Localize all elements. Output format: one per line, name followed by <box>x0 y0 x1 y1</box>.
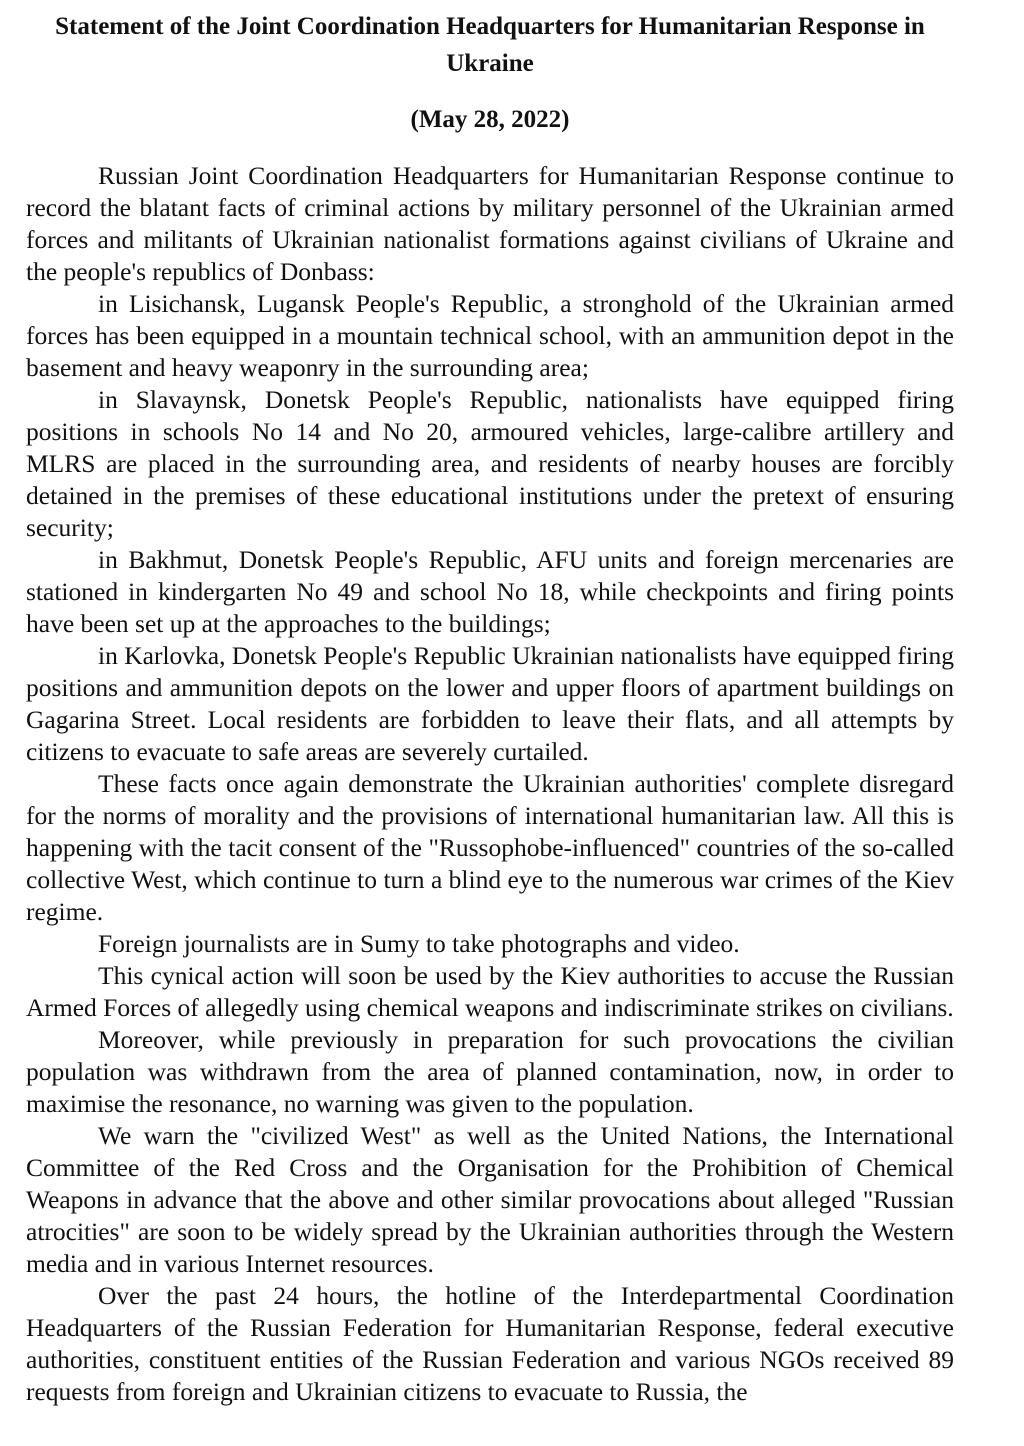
body-paragraph: Moreover, while previously in preparation for such provocations the civilian population was withdrawn from the area of planned contamination, now, in order to maximise the resonance, no warning was given to the population. <box>26 1025 954 1118</box>
body-paragraph: Russian Joint Coordination Headquarters for Humanitarian Response continue to record the blatant facts of criminal actions by military personnel of the Ukrainian armed forces and militants of Ukrainian nationalist formations against civilians of Ukraine and the people's republics of Donbass: <box>26 161 954 286</box>
document-body <box>26 160 954 1408</box>
document-date: (May 28, 2022) <box>410 106 570 133</box>
body-paragraph: in Bakhmut, Donetsk People's Republic, AFU units and foreign mercenaries are stationed in kindergarten No 49 and school No 18, while checkpoints and firing points have been set up at the approaches to the buildings; <box>26 545 954 638</box>
body-paragraph: These facts once again demonstrate the Ukrainian authorities' complete disregard for the norms of morality and the provisions of international humanitarian law. All this is happening with the tacit consent of the "Russophobe-influenced" countries of the so-called collective West, which continue to turn a blind eye to the numerous war crimes of the Kiev regime. <box>26 769 954 926</box>
document-title: Statement of the Joint Coordination Headquarters for Humanitarian Response in Ukraine <box>55 13 925 77</box>
body-paragraph: in Slavaynsk, Donetsk People's Republic, nationalists have equipped firing positions in schools No 14 and No 20, armoured vehicles, large-calibre artillery and MLRS are placed in the surrounding area, and residents of nearby houses are forcibly detained in the premises of these educational institutions under the pretext of ensuring security; <box>26 385 954 542</box>
body-paragraph: in Lisichansk, Lugansk People's Republic, a stronghold of the Ukrainian armed forces has been equipped in a mountain technical school, with an ammunition depot in the basement and heavy weaponry in the surrounding area; <box>26 289 954 382</box>
body-paragraph: We warn the "civilized West" as well as the United Nations, the International Committee of the Red Cross and the Organisation for the Prohibition of Chemical Weapons in advance that the above and other similar provocations about alleged "Russian atrocities" are soon to be widely spread by the Ukrainian authorities through the Western media and in various Internet resources. <box>26 1121 954 1278</box>
body-paragraph: This cynical action will soon be used by the Kiev authorities to accuse the Russian Armed Forces of allegedly using chemical weapons and indiscriminate strikes on civilians. <box>26 961 954 1022</box>
body-paragraph: Foreign journalists are in Sumy to take photographs and video. <box>98 929 740 958</box>
body-paragraph: in Karlovka, Donetsk People's Republic Ukrainian nationalists have equipped firing positions and ammunition depots on the lower and upper floors of apartment buildings on Gagarina Street. Local residents are forbidden to leave their flats, and all attempts by citizens to evacuate to safe areas are severely curtailed. <box>26 641 954 766</box>
body-paragraph: Over the past 24 hours, the hotline of the Interdepartmental Coordination Headquarters of the Russian Federation for Humanitarian Response, federal executive authorities, constituent entities of the Russian Federation and various NGOs received 89 requests from foreign and Ukrainian citizens to evacuate to Russia, the <box>26 1281 954 1406</box>
